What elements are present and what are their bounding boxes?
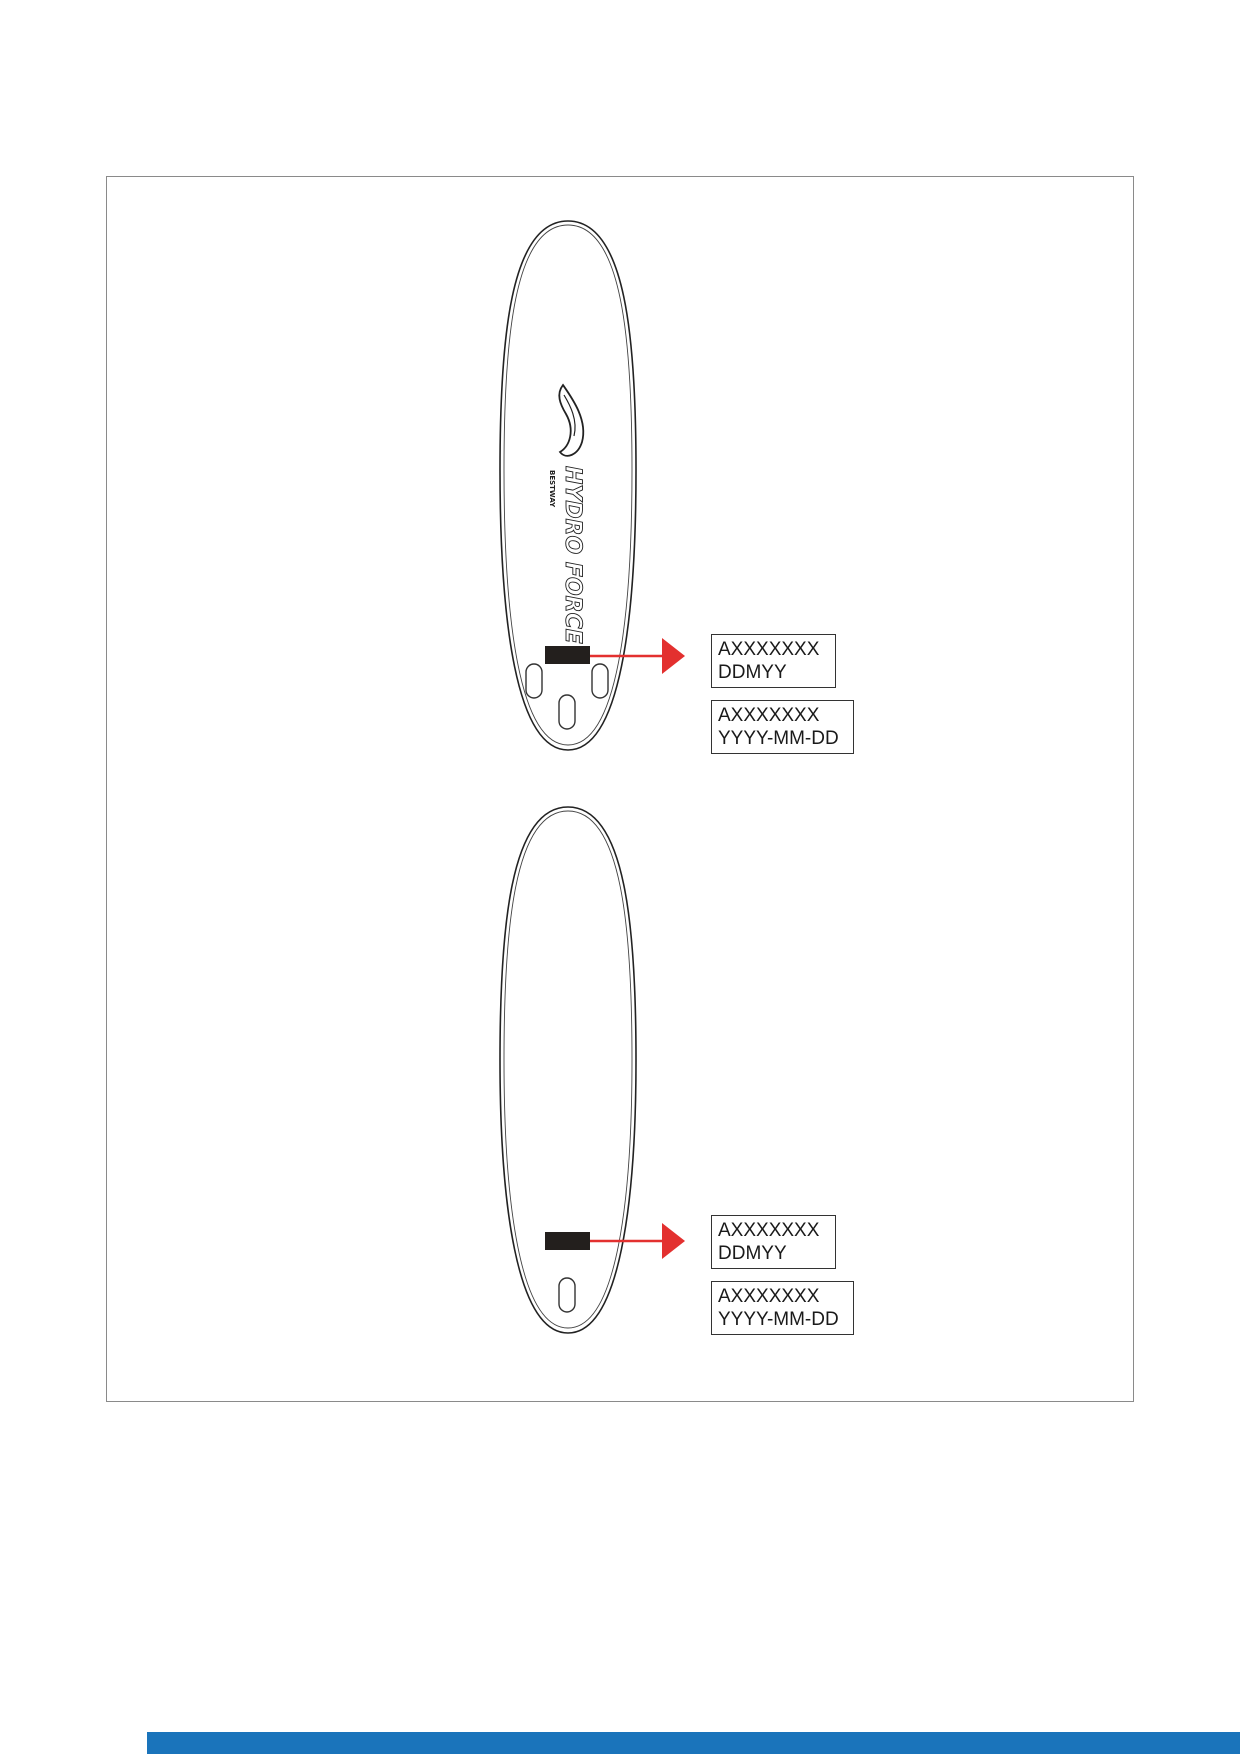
bottom-label-ddmyy	[711, 1215, 836, 1269]
bottom-board-inner-outline	[504, 811, 632, 1328]
bottom-label-iso	[711, 1281, 854, 1335]
bottom-label-iso-line1: AXXXXXXX	[718, 1286, 820, 1307]
top-fin-slot-center	[559, 695, 575, 729]
top-board	[500, 221, 685, 750]
bottom-fin-slot	[559, 1278, 575, 1312]
bottom-arrow-head	[662, 1223, 685, 1259]
top-fin-slot-left	[526, 664, 542, 698]
bottom-label-ddmyy-line2: DDMYY	[718, 1243, 787, 1264]
top-label-iso	[711, 700, 854, 754]
logo-swoosh	[559, 385, 583, 456]
logo-tagline: BESTWAY	[548, 470, 556, 508]
top-label-ddmyy-line1: AXXXXXXX	[718, 639, 820, 660]
footer-accent-bar	[147, 1732, 1240, 1754]
logo-wordmark: HYDRO FORCE	[560, 466, 585, 644]
top-label-iso-line2: YYYY-MM-DD	[718, 728, 839, 749]
bottom-board	[500, 807, 685, 1333]
bottom-board-outline	[500, 807, 636, 1333]
top-label-ddmyy	[711, 634, 836, 688]
top-fin-slot-right	[592, 664, 608, 698]
top-label-iso-line1: AXXXXXXX	[718, 705, 820, 726]
top-arrow-head	[662, 638, 685, 674]
hydro-force-logo	[548, 385, 585, 644]
top-label-ddmyy-line2: DDMYY	[718, 662, 787, 683]
top-serial-patch	[545, 646, 590, 664]
bottom-label-iso-line2: YYYY-MM-DD	[718, 1309, 839, 1330]
bottom-serial-patch	[545, 1232, 590, 1250]
bottom-label-ddmyy-line1: AXXXXXXX	[718, 1220, 820, 1241]
